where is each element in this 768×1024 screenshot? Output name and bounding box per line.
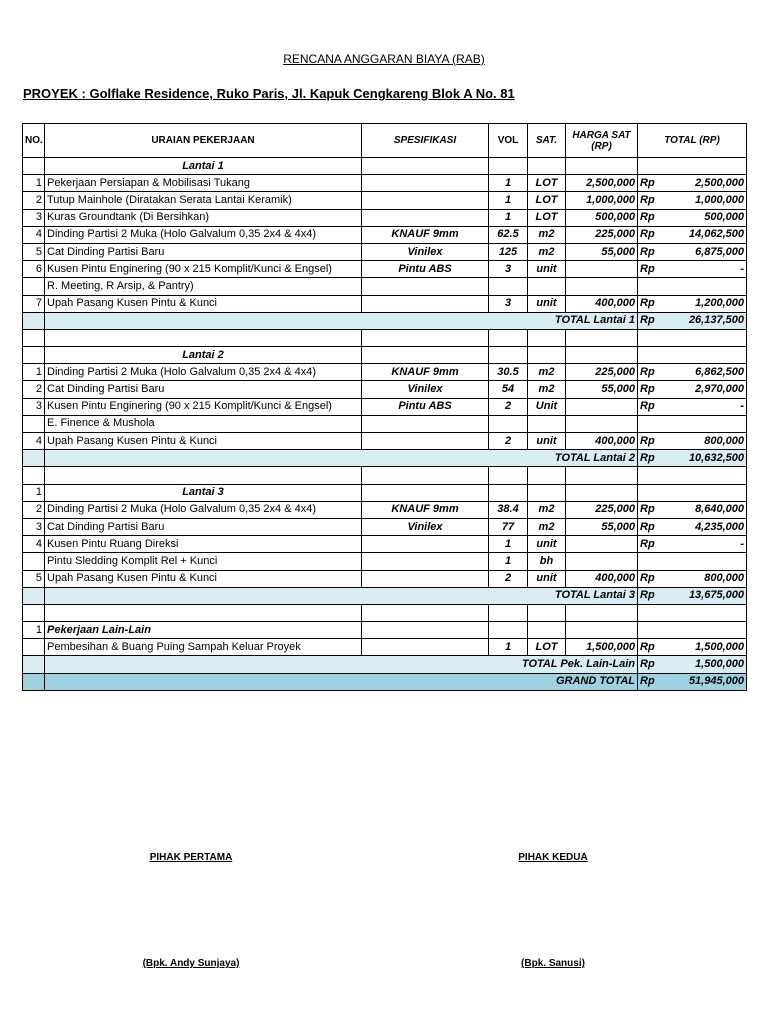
header-sat: SAT.: [528, 124, 566, 158]
row-unit-price: 400,000: [566, 295, 638, 312]
table-row: [23, 243, 747, 260]
section-title: Lantai 1: [45, 158, 362, 175]
grand-total-value: 51,945,000: [660, 673, 747, 690]
table-row: [23, 536, 747, 553]
row-total: 6,862,500: [660, 364, 747, 381]
subtotal-label: TOTAL Lantai 2: [45, 450, 638, 467]
blank-row: [23, 329, 747, 346]
row-unit-price: [566, 553, 638, 570]
table-row: [23, 398, 747, 415]
row-currency: Rp: [638, 518, 660, 535]
empty-cell: [638, 622, 747, 639]
empty-cell: [45, 604, 362, 621]
row-unit-price: [566, 536, 638, 553]
row-number: 1: [23, 364, 45, 381]
grand-total-row: [23, 673, 747, 690]
subtotal-label: TOTAL Lantai 3: [45, 587, 638, 604]
row-unit-price: 400,000: [566, 570, 638, 587]
row-description: Kusen Pintu Enginering (90 x 215 Komplit/Kunci & Engsel): [45, 261, 362, 278]
row-unit-price: 55,000: [566, 381, 638, 398]
row-total: [660, 415, 747, 432]
row-total: 500,000: [660, 209, 747, 226]
row-unit-price: [566, 278, 638, 295]
empty-cell: [489, 484, 528, 501]
row-unit: m2: [528, 226, 566, 243]
row-unit: LOT: [528, 192, 566, 209]
row-currency: Rp: [638, 192, 660, 209]
row-number: 5: [23, 243, 45, 260]
rab-table: [22, 123, 747, 691]
subtotal-row: [23, 312, 747, 329]
empty-cell: [23, 312, 45, 329]
header-spesifikasi: SPESIFIKASI: [362, 124, 489, 158]
subtotal-label: TOTAL Lantai 1: [45, 312, 638, 329]
row-volume: 3: [489, 295, 528, 312]
row-currency: Rp: [638, 312, 660, 329]
empty-cell: [45, 329, 362, 346]
empty-cell: [45, 467, 362, 484]
empty-cell: [23, 604, 45, 621]
row-volume: 54: [489, 381, 528, 398]
row-volume: [489, 415, 528, 432]
row-specification: KNAUF 9mm: [362, 364, 489, 381]
row-specification: KNAUF 9mm: [362, 226, 489, 243]
header-total: TOTAL (RP): [638, 124, 747, 158]
empty-cell: [566, 622, 638, 639]
empty-cell: [528, 467, 566, 484]
row-currency: Rp: [638, 175, 660, 192]
row-volume: 2: [489, 570, 528, 587]
row-description: Dinding Partisi 2 Muka (Holo Galvalum 0,35 2x4 & 4x4): [45, 501, 362, 518]
row-volume: 38.4: [489, 501, 528, 518]
empty-cell: [23, 587, 45, 604]
table-header-row: [23, 124, 747, 158]
row-unit-price: [566, 261, 638, 278]
row-currency: Rp: [638, 639, 660, 656]
empty-cell: [638, 604, 747, 621]
table-body: [23, 158, 747, 691]
row-number: 1: [23, 622, 45, 639]
empty-cell: [528, 622, 566, 639]
empty-cell: [23, 467, 45, 484]
row-specification: [362, 278, 489, 295]
row-description: Pintu Sledding Komplit Rel + Kunci: [45, 553, 362, 570]
row-description: E. Finence & Mushola: [45, 415, 362, 432]
empty-cell: [362, 347, 489, 364]
row-total: 8,640,000: [660, 501, 747, 518]
row-currency: Rp: [638, 673, 660, 690]
row-currency: Rp: [638, 398, 660, 415]
row-unit: LOT: [528, 639, 566, 656]
row-number: 3: [23, 209, 45, 226]
row-total: -: [660, 261, 747, 278]
row-total: 800,000: [660, 570, 747, 587]
row-currency: Rp: [638, 501, 660, 518]
row-description: Pembesihan & Buang Puing Sampah Keluar Proyek: [45, 639, 362, 656]
row-number: 6: [23, 261, 45, 278]
row-specification: [362, 175, 489, 192]
row-number: [23, 553, 45, 570]
row-volume: 2: [489, 398, 528, 415]
table-row: [23, 639, 747, 656]
table-row: [23, 415, 747, 432]
row-total: [660, 278, 747, 295]
row-total: 6,875,000: [660, 243, 747, 260]
row-volume: 2: [489, 433, 528, 450]
empty-cell: [638, 467, 747, 484]
empty-cell: [528, 329, 566, 346]
table-row: [23, 433, 747, 450]
row-unit-price: [566, 415, 638, 432]
row-currency: [638, 278, 660, 295]
row-number: [23, 158, 45, 175]
row-unit: m2: [528, 243, 566, 260]
row-description: Cat Dinding Partisi Baru: [45, 243, 362, 260]
row-specification: [362, 536, 489, 553]
row-description: Kusen Pintu Enginering (90 x 215 Komplit/Kunci & Engsel): [45, 398, 362, 415]
empty-cell: [489, 158, 528, 175]
empty-cell: [566, 484, 638, 501]
empty-cell: [528, 158, 566, 175]
row-number: 3: [23, 398, 45, 415]
subtotal-label: TOTAL Pek. Lain-Lain: [45, 656, 638, 673]
empty-cell: [489, 467, 528, 484]
row-currency: Rp: [638, 536, 660, 553]
row-total: -: [660, 536, 747, 553]
row-volume: [489, 278, 528, 295]
row-currency: Rp: [638, 381, 660, 398]
empty-cell: [489, 604, 528, 621]
row-description: Upah Pasang Kusen Pintu & Kunci: [45, 295, 362, 312]
header-harga: HARGA SAT (RP): [566, 124, 638, 158]
row-specification: [362, 639, 489, 656]
empty-cell: [566, 158, 638, 175]
header-no: NO.: [23, 124, 45, 158]
row-unit: [528, 278, 566, 295]
row-unit-price: 400,000: [566, 433, 638, 450]
row-unit: LOT: [528, 175, 566, 192]
table-row: [23, 209, 747, 226]
row-specification: Vinilex: [362, 518, 489, 535]
section-title: Lantai 2: [45, 347, 362, 364]
row-number: 1: [23, 175, 45, 192]
row-number: 3: [23, 518, 45, 535]
row-number: 7: [23, 295, 45, 312]
row-specification: [362, 192, 489, 209]
row-currency: Rp: [638, 450, 660, 467]
empty-cell: [528, 604, 566, 621]
section-title: Pekerjaan Lain-Lain: [45, 622, 362, 639]
row-unit-price: 225,000: [566, 364, 638, 381]
subtotal-value: 1,500,000: [660, 656, 747, 673]
row-description: R. Meeting, R Arsip, & Pantry): [45, 278, 362, 295]
row-total: -: [660, 398, 747, 415]
empty-cell: [638, 484, 747, 501]
blank-row: [23, 467, 747, 484]
row-currency: [638, 553, 660, 570]
empty-cell: [362, 158, 489, 175]
table-row: [23, 570, 747, 587]
row-unit: unit: [528, 536, 566, 553]
row-unit: m2: [528, 364, 566, 381]
empty-cell: [566, 329, 638, 346]
row-currency: Rp: [638, 433, 660, 450]
table-row: [23, 175, 747, 192]
row-specification: [362, 433, 489, 450]
row-currency: Rp: [638, 587, 660, 604]
table-row: [23, 295, 747, 312]
section-header-row: [23, 158, 747, 175]
row-unit: m2: [528, 518, 566, 535]
table-row: [23, 501, 747, 518]
table-row: [23, 261, 747, 278]
row-volume: 1: [489, 192, 528, 209]
first-party-name: (Bpk. Andy Sunjaya): [142, 958, 240, 969]
row-total: [660, 553, 747, 570]
row-volume: 1: [489, 536, 528, 553]
row-unit: Unit: [528, 398, 566, 415]
row-unit: unit: [528, 570, 566, 587]
table-row: [23, 278, 747, 295]
header-uraian: URAIAN PEKERJAAN: [45, 124, 362, 158]
empty-cell: [362, 604, 489, 621]
empty-cell: [23, 656, 45, 673]
empty-cell: [566, 604, 638, 621]
row-description: Dinding Partisi 2 Muka (Holo Galvalum 0,35 2x4 & 4x4): [45, 226, 362, 243]
row-description: Tutup Mainhole (Diratakan Serata Lantai Keramik): [45, 192, 362, 209]
empty-cell: [638, 347, 747, 364]
row-currency: Rp: [638, 656, 660, 673]
empty-cell: [489, 329, 528, 346]
row-description: Cat Dinding Partisi Baru: [45, 518, 362, 535]
row-number: 5: [23, 570, 45, 587]
row-unit: LOT: [528, 209, 566, 226]
row-specification: [362, 570, 489, 587]
header-vol: VOL: [489, 124, 528, 158]
row-specification: Vinilex: [362, 381, 489, 398]
empty-cell: [638, 329, 747, 346]
row-currency: Rp: [638, 364, 660, 381]
subtotal-row: [23, 656, 747, 673]
row-total: 2,970,000: [660, 381, 747, 398]
row-description: Cat Dinding Partisi Baru: [45, 381, 362, 398]
row-volume: 77: [489, 518, 528, 535]
row-unit: unit: [528, 261, 566, 278]
row-number: [23, 347, 45, 364]
section-title: Lantai 3: [45, 484, 362, 501]
empty-cell: [489, 347, 528, 364]
row-unit: m2: [528, 381, 566, 398]
empty-cell: [362, 329, 489, 346]
row-currency: Rp: [638, 243, 660, 260]
row-currency: Rp: [638, 570, 660, 587]
row-currency: Rp: [638, 226, 660, 243]
row-currency: Rp: [638, 209, 660, 226]
row-unit-price: 225,000: [566, 226, 638, 243]
row-volume: 1: [489, 175, 528, 192]
table-row: [23, 553, 747, 570]
row-specification: Pintu ABS: [362, 398, 489, 415]
row-total: 800,000: [660, 433, 747, 450]
table-row: [23, 226, 747, 243]
empty-cell: [362, 484, 489, 501]
row-unit-price: 2,500,000: [566, 175, 638, 192]
second-party-label: PIHAK KEDUA: [518, 852, 588, 863]
row-unit: bh: [528, 553, 566, 570]
row-currency: [638, 415, 660, 432]
row-number: [23, 639, 45, 656]
row-unit: unit: [528, 433, 566, 450]
document-title: RENCANA ANGGARAN BIAYA (RAB): [283, 52, 485, 66]
row-number: [23, 415, 45, 432]
row-total: 1,500,000: [660, 639, 747, 656]
empty-cell: [566, 347, 638, 364]
row-unit-price: 55,000: [566, 518, 638, 535]
empty-cell: [528, 484, 566, 501]
row-specification: [362, 553, 489, 570]
section-header-row: [23, 484, 747, 501]
row-description: Upah Pasang Kusen Pintu & Kunci: [45, 433, 362, 450]
row-volume: 3: [489, 261, 528, 278]
empty-cell: [362, 622, 489, 639]
section-header-row: [23, 622, 747, 639]
row-description: Kusen Pintu Ruang Direksi: [45, 536, 362, 553]
row-unit-price: 1,000,000: [566, 192, 638, 209]
table-row: [23, 518, 747, 535]
row-total: 1,000,000: [660, 192, 747, 209]
row-description: Pekerjaan Persiapan & Mobilisasi Tukang: [45, 175, 362, 192]
row-unit-price: 225,000: [566, 501, 638, 518]
row-number: 2: [23, 381, 45, 398]
row-description: Dinding Partisi 2 Muka (Holo Galvalum 0,35 2x4 & 4x4): [45, 364, 362, 381]
row-unit-price: [566, 398, 638, 415]
row-description: Upah Pasang Kusen Pintu & Kunci: [45, 570, 362, 587]
subtotal-value: 26,137,500: [660, 312, 747, 329]
empty-cell: [23, 450, 45, 467]
row-currency: Rp: [638, 261, 660, 278]
row-number: 4: [23, 536, 45, 553]
row-volume: 62.5: [489, 226, 528, 243]
row-specification: KNAUF 9mm: [362, 501, 489, 518]
blank-row: [23, 604, 747, 621]
row-number: 4: [23, 226, 45, 243]
row-unit: unit: [528, 295, 566, 312]
row-number: 2: [23, 192, 45, 209]
empty-cell: [23, 329, 45, 346]
table-row: [23, 381, 747, 398]
row-unit: [528, 415, 566, 432]
row-unit-price: 500,000: [566, 209, 638, 226]
empty-cell: [362, 467, 489, 484]
row-specification: [362, 295, 489, 312]
row-unit-price: 55,000: [566, 243, 638, 260]
subtotal-value: 10,632,500: [660, 450, 747, 467]
grand-total-label: GRAND TOTAL: [45, 673, 638, 690]
row-specification: [362, 209, 489, 226]
empty-cell: [566, 467, 638, 484]
project-line: PROYEK : Golflake Residence, Ruko Paris, Jl. Kapuk Cengkareng Blok A No. 81: [23, 86, 515, 101]
row-description: Kuras Groundtank (Di Bersihkan): [45, 209, 362, 226]
row-volume: 1: [489, 209, 528, 226]
first-party-label: PIHAK PERTAMA: [149, 852, 233, 863]
row-total: 2,500,000: [660, 175, 747, 192]
row-unit: m2: [528, 501, 566, 518]
row-unit-price: 1,500,000: [566, 639, 638, 656]
table-row: [23, 192, 747, 209]
row-number: 2: [23, 501, 45, 518]
row-volume: 1: [489, 639, 528, 656]
row-specification: [362, 415, 489, 432]
empty-cell: [489, 622, 528, 639]
row-specification: Vinilex: [362, 243, 489, 260]
row-volume: 125: [489, 243, 528, 260]
empty-cell: [23, 673, 45, 690]
subtotal-row: [23, 450, 747, 467]
row-number: 1: [23, 484, 45, 501]
subtotal-value: 13,675,000: [660, 587, 747, 604]
row-total: 4,235,000: [660, 518, 747, 535]
second-party-name: (Bpk. Sanusi): [521, 958, 585, 969]
row-number: [23, 278, 45, 295]
empty-cell: [528, 347, 566, 364]
row-volume: 1: [489, 553, 528, 570]
row-total: 1,200,000: [660, 295, 747, 312]
row-total: 14,062,500: [660, 226, 747, 243]
subtotal-row: [23, 587, 747, 604]
row-volume: 30.5: [489, 364, 528, 381]
table-row: [23, 364, 747, 381]
empty-cell: [638, 158, 747, 175]
section-header-row: [23, 347, 747, 364]
row-currency: Rp: [638, 295, 660, 312]
row-specification: Pintu ABS: [362, 261, 489, 278]
row-number: 4: [23, 433, 45, 450]
